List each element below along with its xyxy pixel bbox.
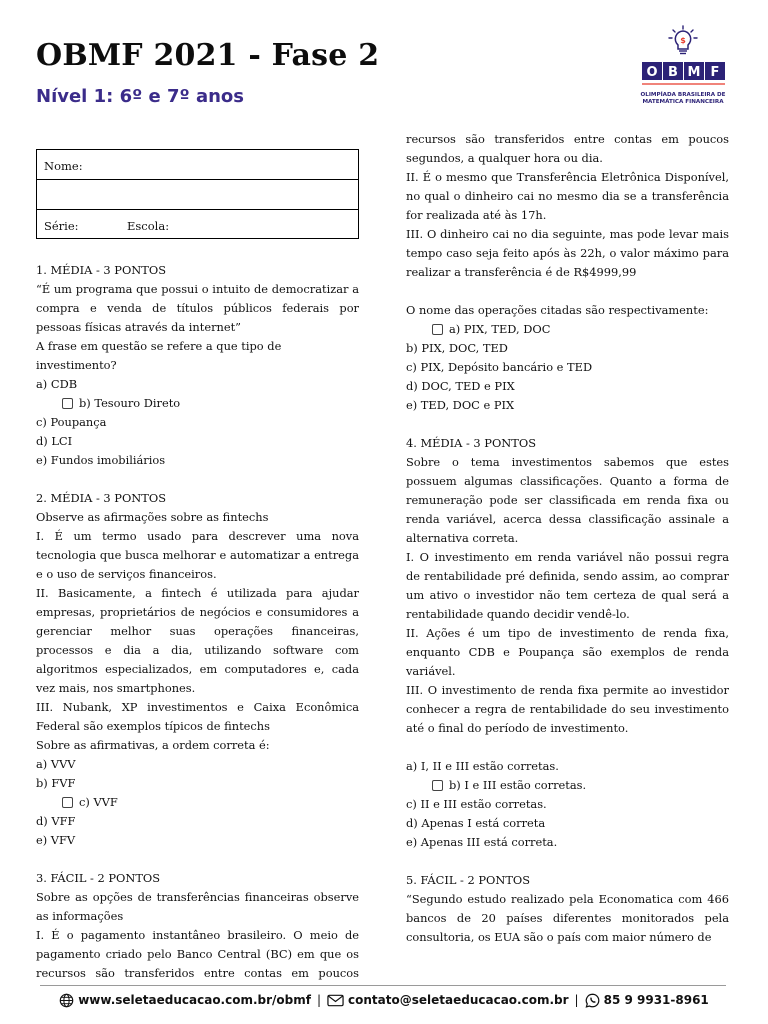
q1-heading: 1. MÉDIA - 3 PONTOS xyxy=(36,263,166,277)
q1-statement: “É um programa que possui o intuito de democratizar a compra e venda de títulos públicos federais por pessoas físicas através da internet” xyxy=(36,282,359,334)
name-row[interactable] xyxy=(37,150,358,180)
footer xyxy=(0,991,768,1009)
q3-option-d[interactable] xyxy=(406,377,729,396)
obmf-logo xyxy=(630,24,736,114)
q4-option-a-label: a) I, II e III estão corretas. xyxy=(406,759,559,773)
q3-intro: Sobre as opções de transferências financeiras observe as informações xyxy=(36,890,359,923)
globe-icon xyxy=(59,993,74,1008)
q1-option-a[interactable] xyxy=(36,375,359,394)
q1-option-c[interactable] xyxy=(36,413,359,432)
svg-text:$: $ xyxy=(680,36,686,45)
serie-escola-row[interactable] xyxy=(37,210,358,240)
footer-separator: | xyxy=(574,993,579,1007)
q5-statement: “Segundo estudo realizado pela Economatica com 466 bancos de 20 países diferentes monitorados pela consultoria, os EUA são o país com maior número de xyxy=(406,892,729,944)
q3-option-d-label: d) DOC, TED e PIX xyxy=(406,379,515,393)
footer-divider xyxy=(40,985,726,986)
q1-option-d[interactable] xyxy=(36,432,359,451)
phone-text: 85 9 9931-8961 xyxy=(603,993,709,1007)
q2-option-a-label: a) VVV xyxy=(36,757,76,771)
q5-heading: 5. FÁCIL - 2 PONTOS xyxy=(406,873,531,887)
q3-option-e[interactable] xyxy=(406,396,729,415)
website-text: www.seletaeducacao.com.br/obmf xyxy=(78,993,311,1007)
q4-option-e[interactable] xyxy=(406,833,729,852)
q2-option-c-label: c) VVF xyxy=(79,795,118,809)
email-text: contato@seletaeducacao.com.br xyxy=(348,993,569,1007)
q2-option-e[interactable] xyxy=(36,831,359,850)
name-label: Nome: xyxy=(44,159,83,173)
q1-option-c-label: c) Poupança xyxy=(36,415,107,429)
serie-label: Série: xyxy=(44,219,79,233)
q3-option-c-label: c) PIX, Depósito bancário e TED xyxy=(406,360,593,374)
q2-option-b-label: b) FVF xyxy=(36,776,76,790)
envelope-icon xyxy=(327,994,344,1007)
q2-intro: Observe as afirmações sobre as fintechs xyxy=(36,510,269,524)
q2-item-3: III. Nubank, XP investimentos e Caixa Econômica Federal são exemplos típicos de fintechs xyxy=(36,700,359,733)
q4-item-3: III. O investimento de renda fixa permite ao investidor conhecer a regra de rentabilidade do seu investimento até o final do período de investimento. xyxy=(406,683,729,735)
q4-option-a[interactable] xyxy=(406,757,729,776)
q2-prompt: Sobre as afirmativas, a ordem correta é: xyxy=(36,738,270,752)
email-link[interactable] xyxy=(327,993,569,1007)
checkbox-icon[interactable] xyxy=(432,780,443,791)
q3-option-e-label: e) TED, DOC e PIX xyxy=(406,398,515,412)
right-column xyxy=(406,130,729,947)
q2-option-a[interactable] xyxy=(36,755,359,774)
logo-letter-m: M xyxy=(687,65,701,80)
q4-option-c[interactable] xyxy=(406,795,729,814)
q2-option-b[interactable] xyxy=(36,774,359,793)
q2-option-e-label: e) VFV xyxy=(36,833,76,847)
checkbox-icon[interactable] xyxy=(62,398,73,409)
q4-option-d-label: d) Apenas I está correta xyxy=(406,816,546,830)
q3-option-a[interactable] xyxy=(406,320,729,339)
q1-option-d-label: d) LCI xyxy=(36,434,73,448)
q1-option-e[interactable] xyxy=(36,451,359,470)
q2-option-d-label: d) VFF xyxy=(36,814,76,828)
page-title: OBMF 2021 - Fase 2 xyxy=(36,38,380,73)
logo-tagline xyxy=(630,92,736,106)
checkbox-icon[interactable] xyxy=(432,324,443,335)
q4-heading: 4. MÉDIA - 3 PONTOS xyxy=(406,436,536,450)
student-info-form xyxy=(36,149,359,239)
q1-prompt: A frase em questão se refere a que tipo de investimento? xyxy=(36,339,282,372)
q4-item-1: I. O investimento em renda variável não possui regra de rentabilidade pré definida, sendo assim, ao comprar um ativo o investidor não tem certeza de qual será a rentabilidade quando decidir vendê-lo. xyxy=(406,550,729,621)
q3-option-b[interactable] xyxy=(406,339,729,358)
left-column xyxy=(36,261,359,983)
logo-tagline-line1: OLIMPÍADA BRASILEIRA DE xyxy=(640,92,726,98)
q4-option-e-label: e) Apenas III está correta. xyxy=(406,835,558,849)
q2-heading: 2. MÉDIA - 3 PONTOS xyxy=(36,491,166,505)
level-subtitle: Nível 1: 6º e 7º anos xyxy=(36,86,245,107)
q1-option-e-label: e) Fundos imobiliários xyxy=(36,453,166,467)
q2-item-2: II. Basicamente, a fintech é utilizada para ajudar empresas, proprietários de negócios e consumidores a gerenciar melhor suas operações financeiras, processos e dia a dia, utilizando software com algoritmos especializados, em computadores e, cada vez mais, nos smartphones. xyxy=(36,586,359,695)
q4-option-c-label: c) II e III estão corretas. xyxy=(406,797,547,811)
phone-link[interactable] xyxy=(585,993,709,1008)
q3-item-1: I. É o pagamento instantâneo brasileiro. O meio de pagamento criado pelo Banco Central (BC) em que os recursos são transferidos entre contas em poucos xyxy=(36,928,359,980)
logo-letter-o: O xyxy=(646,65,658,80)
q4-item-2: II. Ações é um tipo de investimento de renda fixa, enquanto CDB e Poupança são exemplos de renda variável. xyxy=(406,626,729,678)
footer-separator: | xyxy=(316,993,322,1007)
q1-option-b[interactable] xyxy=(36,394,359,413)
q3-prompt: O nome das operações citadas são respectivamente: xyxy=(406,303,709,317)
logo-letter-f: F xyxy=(710,65,720,80)
lightbulb-dollar-icon xyxy=(630,24,736,92)
q3-option-c[interactable] xyxy=(406,358,729,377)
q2-item-1: I. É um termo usado para descrever uma nova tecnologia que busca melhorar e automatizar a entrega e o uso de serviços financeiros. xyxy=(36,529,359,581)
q3-item-1-continued: recursos são transferidos entre contas em poucos segundos, a qualquer hora ou dia. xyxy=(406,132,729,165)
q2-option-c[interactable] xyxy=(36,793,359,812)
q4-option-d[interactable] xyxy=(406,814,729,833)
q4-intro: Sobre o tema investimentos sabemos que estes possuem algumas classificações. Quanto a forma de remuneração pode ser classificada em renda fixa ou renda variável, acerca dessa classificação assinale a alternativa correta. xyxy=(406,455,729,545)
q4-option-b[interactable] xyxy=(406,776,729,795)
logo-letter-b: B xyxy=(668,65,678,80)
logo-tagline-line2: MATEMÁTICA FINANCEIRA xyxy=(642,99,724,105)
q4-option-b-label: b) I e III estão corretas. xyxy=(449,778,587,792)
q3-option-b-label: b) PIX, DOC, TED xyxy=(406,341,508,355)
q3-item-3: III. O dinheiro cai no dia seguinte, mas pode levar mais tempo caso seja feito após às 22h, o valor máximo para realizar a transferência é de R$4999,99 xyxy=(406,227,729,279)
checkbox-icon[interactable] xyxy=(62,797,73,808)
whatsapp-icon xyxy=(585,993,600,1008)
q3-heading: 3. FÁCIL - 2 PONTOS xyxy=(36,871,161,885)
blank-row[interactable] xyxy=(37,180,358,210)
q1-option-a-label: a) CDB xyxy=(36,377,78,391)
q2-option-d[interactable] xyxy=(36,812,359,831)
q1-option-b-label: b) Tesouro Direto xyxy=(79,396,181,410)
escola-label: Escola: xyxy=(127,219,170,233)
q3-option-a-label: a) PIX, TED, DOC xyxy=(449,322,551,336)
q3-item-2: II. É o mesmo que Transferência Eletrônica Disponível, no qual o dinheiro cai no mesmo dia se a transferência for realizada até às 17h. xyxy=(406,170,729,222)
website-link[interactable] xyxy=(59,993,311,1008)
